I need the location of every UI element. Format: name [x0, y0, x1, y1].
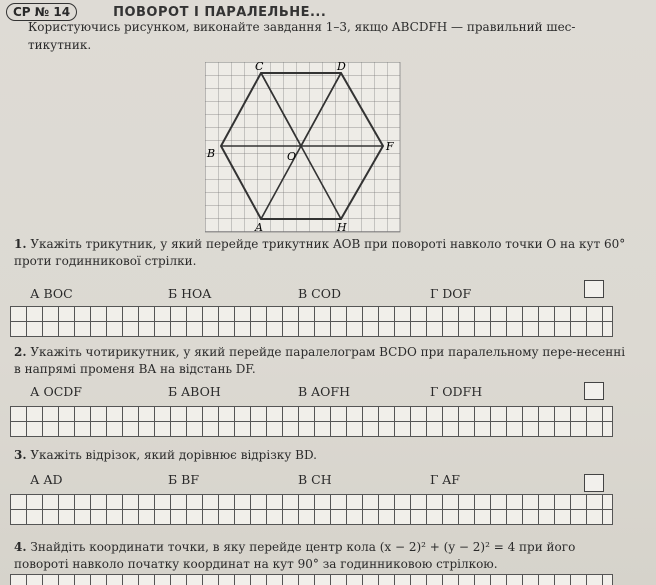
question-4-number: 4.	[14, 540, 27, 554]
q1-option-b[interactable]: Б HOA	[168, 286, 212, 301]
q3-option-g[interactable]: Г AF	[430, 472, 460, 487]
label-b: B	[207, 147, 216, 160]
q1-answer-grid[interactable]	[10, 306, 613, 337]
question-1-number: 1.	[14, 237, 27, 251]
q3-option-b[interactable]: Б BF	[168, 472, 200, 487]
q2-option-a[interactable]: А OCDF	[30, 384, 82, 399]
intro-text: Користуючись рисунком, виконайте завдання 1–3, якщо ABCDFH — правильний шес-тикутник.	[28, 20, 576, 52]
q1-option-a[interactable]: А BOC	[30, 286, 73, 301]
q3-answer-box[interactable]	[584, 474, 604, 492]
q1-option-g[interactable]: Г DOF	[430, 286, 472, 301]
q4-answer-grid[interactable]	[10, 574, 613, 585]
question-3-number: 3.	[14, 448, 27, 462]
question-3-text: Укажіть відрізок, який дорівнює відрізку BD.	[30, 448, 317, 462]
question-2-number: 2.	[14, 345, 27, 359]
q3-answer-grid[interactable]	[10, 494, 613, 525]
q1-answer-box[interactable]	[584, 280, 604, 298]
label-a: A	[255, 221, 263, 234]
label-f: F	[386, 140, 394, 153]
worksheet-number-badge: СР № 14	[6, 3, 77, 21]
q2-answer-box[interactable]	[584, 382, 604, 400]
question-4	[14, 539, 629, 573]
label-h: H	[337, 221, 347, 234]
label-o: O	[287, 150, 297, 163]
question-4-text: Знайдіть координати точки, в яку перейде центр кола (x − 2)² + (y − 2)² = 4 при його повороті навколо початку координат на кут 90° за годинниковою стрілкою.	[14, 540, 576, 571]
grid-lines	[205, 62, 400, 232]
label-d: D	[337, 62, 346, 73]
q3-option-a[interactable]: А AD	[30, 472, 63, 487]
q2-answer-grid[interactable]	[10, 406, 613, 437]
question-2-text: Укажіть чотирикутник, у який перейде паралелограм BCDO при паралельному пере-несенні в напрямі променя BA на відстань DF.	[14, 345, 626, 376]
worksheet-topic: ПОВОРОТ І ПАРАЛЕЛЬНЕ...	[113, 4, 327, 20]
q2-option-b[interactable]: Б ABOH	[168, 384, 221, 399]
question-1	[14, 236, 629, 270]
q1-option-v[interactable]: В COD	[298, 286, 341, 301]
q2-option-v[interactable]: В AOFH	[298, 384, 351, 399]
label-c: C	[255, 62, 264, 73]
question-2	[14, 344, 629, 378]
hexagon-figure	[205, 62, 405, 237]
question-1-text: Укажіть трикутник, у який перейде трикутник AOB при повороті навколо точки O на кут 60° проти годинникової стрілки.	[14, 237, 626, 268]
question-3	[14, 447, 629, 464]
q3-option-v[interactable]: В CH	[298, 472, 332, 487]
q2-option-g[interactable]: Г ODFH	[430, 384, 483, 399]
